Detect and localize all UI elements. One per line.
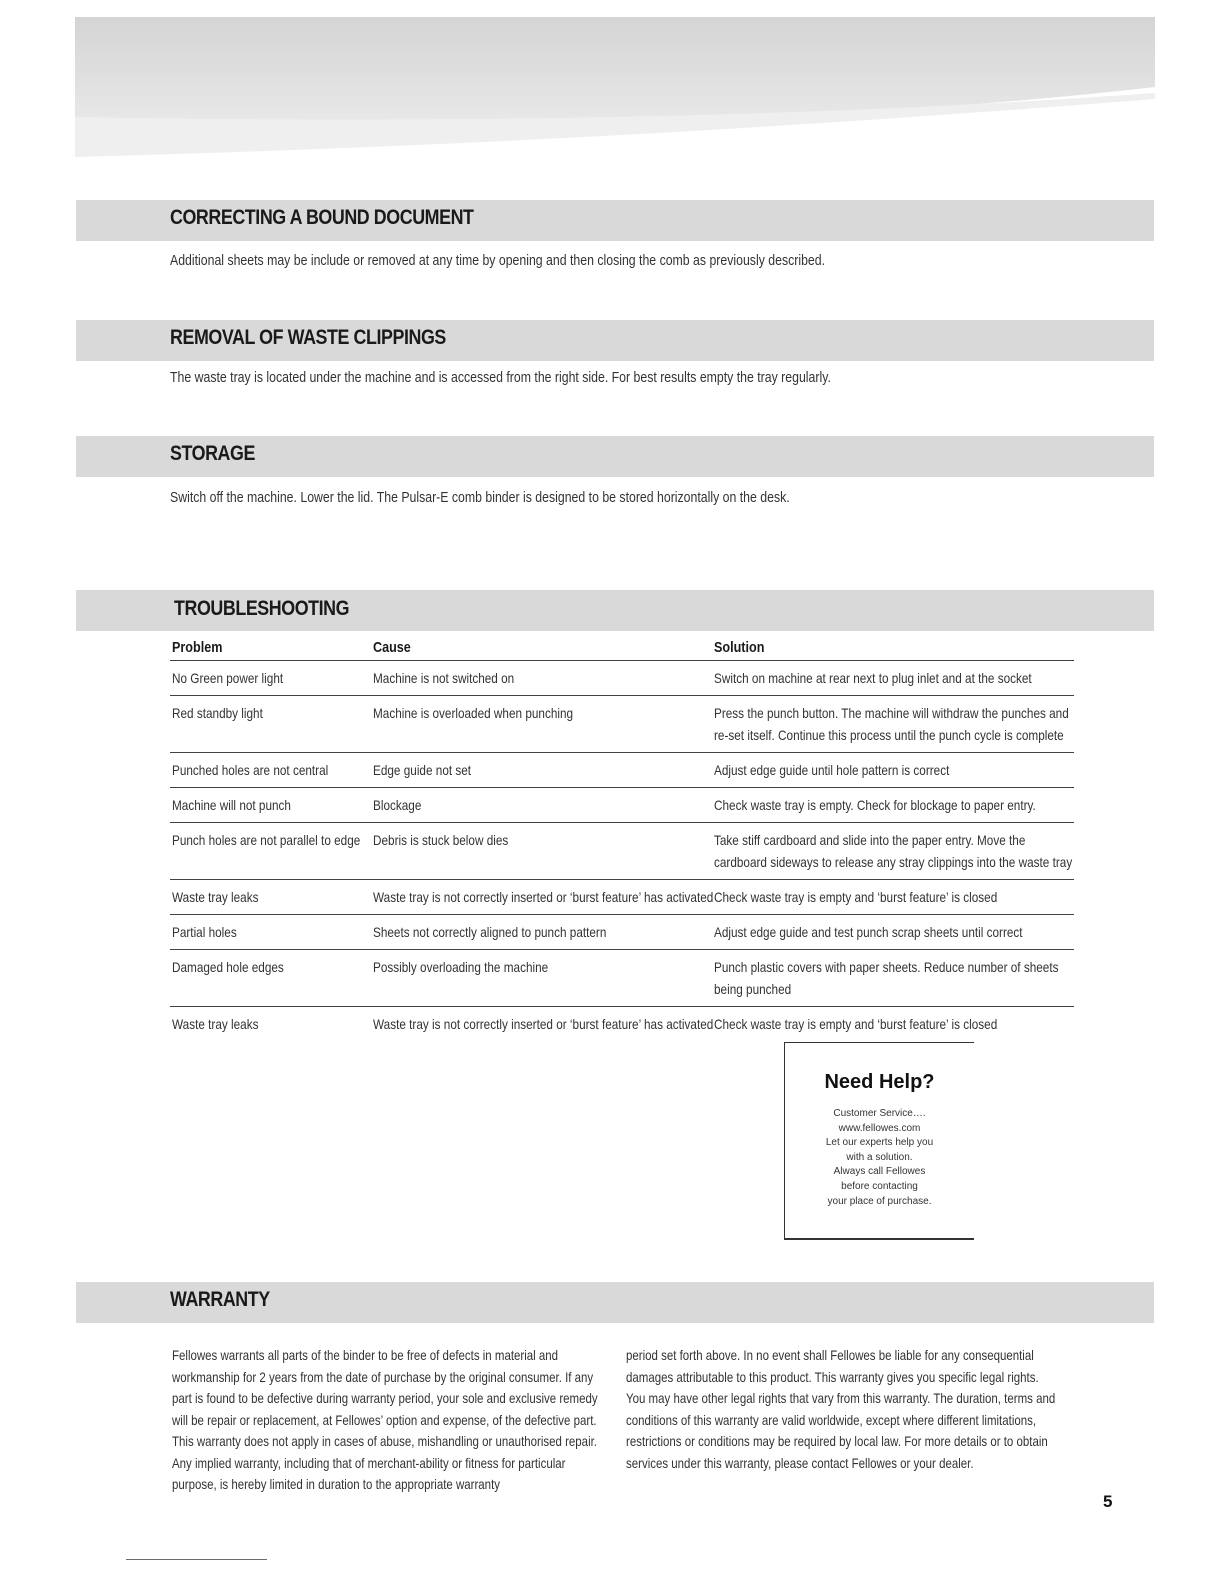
problem-cell: Punched holes are not central: [172, 762, 329, 778]
problem-cell: Partial holes: [172, 924, 237, 940]
help-line: Always call Fellowes: [833, 1166, 926, 1178]
header-swoosh-graphic: [75, 17, 1155, 157]
table-row: [170, 788, 1074, 823]
help-line: Let our experts help you: [825, 1137, 934, 1149]
table-row: [170, 915, 1074, 950]
problem-cell: Waste tray leaks: [172, 1016, 259, 1032]
troubleshooting-table: [170, 632, 1074, 1041]
table-row: [170, 1007, 1074, 1041]
header-problem: Problem: [172, 639, 223, 656]
header-cause: Cause: [373, 639, 411, 656]
table-row: [170, 950, 1074, 1007]
section-title-warranty: WARRANTY: [170, 1288, 270, 1311]
table-header-row: [170, 632, 1074, 661]
help-line: with a solution.: [846, 1151, 913, 1163]
solution-cell: Check waste tray is empty and ‘burst feature’ is closed: [714, 889, 998, 905]
header-solution: Solution: [714, 639, 765, 656]
problem-cell: Machine will not punch: [172, 797, 291, 813]
solution-cell: Switch on machine at rear next to plug inlet and at the socket: [714, 670, 1032, 686]
cause-cell: Sheets not correctly aligned to punch pattern: [373, 924, 607, 940]
section-header-removal: [76, 320, 1154, 361]
problem-cell: Damaged hole edges: [172, 959, 284, 975]
cause-cell: Blockage: [373, 797, 422, 813]
need-help-title: Need Help?: [824, 1071, 935, 1093]
table-row: [170, 696, 1074, 753]
need-help-box: [784, 1042, 974, 1240]
solution-cell: Punch plastic covers with paper sheets. Reduce number of sheets being punched: [714, 959, 1059, 997]
section-header-troubleshooting: [76, 590, 1154, 631]
help-line: before contacting: [841, 1180, 918, 1192]
storage-text: Switch off the machine. Lower the lid. The Pulsar-E comb binder is designed to be stored horizontally on the desk.: [170, 489, 790, 506]
cause-cell: Machine is not switched on: [373, 670, 515, 686]
cause-cell: Debris is stuck below dies: [373, 832, 509, 848]
cause-cell: Waste tray is not correctly inserted or ‘burst feature’ has activated: [373, 1016, 714, 1032]
help-line: your place of purchase.: [827, 1195, 932, 1207]
table-row: [170, 661, 1074, 696]
problem-cell: Punch holes are not parallel to edge: [172, 832, 361, 848]
section-header-storage: [76, 436, 1154, 477]
problem-cell: Red standby light: [172, 705, 263, 721]
solution-cell: Adjust edge guide and test punch scrap sheets until correct: [714, 924, 1023, 940]
solution-cell: Check waste tray is empty and ‘burst feature’ is closed: [714, 1016, 998, 1032]
table-row: [170, 823, 1074, 880]
solution-cell: Take stiff cardboard and slide into the paper entry. Move the cardboard sideways to release any stray clippings into the waste tray: [714, 832, 1073, 870]
problem-cell: Waste tray leaks: [172, 889, 259, 905]
need-help-lines: [785, 1107, 974, 1209]
section-header-warranty: [76, 1282, 1154, 1323]
footer-link-underline: [126, 1559, 267, 1560]
cause-cell: Possibly overloading the machine: [373, 959, 549, 975]
help-website-link[interactable]: www.fellowes.com: [838, 1122, 921, 1134]
warranty-column-right: [626, 1345, 1156, 1474]
cause-cell: Edge guide not set: [373, 762, 472, 778]
removal-text: The waste tray is located under the machine and is accessed from the right side. For best results empty the tray regularly.: [170, 369, 831, 386]
section-title-troubleshooting: TROUBLESHOOTING: [174, 597, 350, 620]
help-line: Customer Service….: [833, 1108, 926, 1119]
table-row: [170, 753, 1074, 788]
warranty-text-right: period set forth above. In no event shall Fellowes be liable for any consequential damages attributable to this product. This warranty gives you specific legal rights. You may have other legal rights that vary from this warranty. The duration, terms and conditions of this warranty are valid worldwide, except where different limitations, restrictions or conditions may be required by local law. For more details or to obtain services under this warranty, please contact Fellowes or your dealer.: [626, 1347, 1056, 1471]
section-title-storage: STORAGE: [170, 442, 255, 465]
section-header-correcting: [76, 200, 1154, 241]
solution-cell: Adjust edge guide until hole pattern is correct: [714, 762, 950, 778]
cause-cell: Machine is overloaded when punching: [373, 705, 574, 721]
warranty-column-left: [172, 1345, 702, 1496]
solution-cell: Check waste tray is empty. Check for blockage to paper entry.: [714, 797, 1036, 813]
correcting-text: Additional sheets may be include or removed at any time by opening and then closing the comb as previously described.: [170, 252, 826, 269]
table-row: [170, 880, 1074, 915]
solution-cell: Press the punch button. The machine will withdraw the punches and re-set itself. Continue this process until the punch cycle is complete: [714, 705, 1069, 743]
section-title-removal: REMOVAL OF WASTE CLIPPINGS: [170, 326, 446, 349]
cause-cell: Waste tray is not correctly inserted or ‘burst feature’ has activated: [373, 889, 714, 905]
section-title-correcting: CORRECTING A BOUND DOCUMENT: [170, 206, 474, 229]
page-number: 5: [1103, 1492, 1113, 1511]
problem-cell: No Green power light: [172, 670, 284, 686]
warranty-text-left: Fellowes warrants all parts of the binder to be free of defects in material and workmanship for 2 years from the date of purchase by the original consumer. If any part is found to be defective during warranty period, your sole and exclusive remedy will be repair or replacement, at Fellowes’ option and expense, of the defective part. This warranty does not apply in cases of abuse, mishandling or unauthorised repair. Any implied warranty, including that of merchant-ability or fitness for particular purpose, is hereby limited in duration to the appropriate warranty: [172, 1347, 598, 1492]
